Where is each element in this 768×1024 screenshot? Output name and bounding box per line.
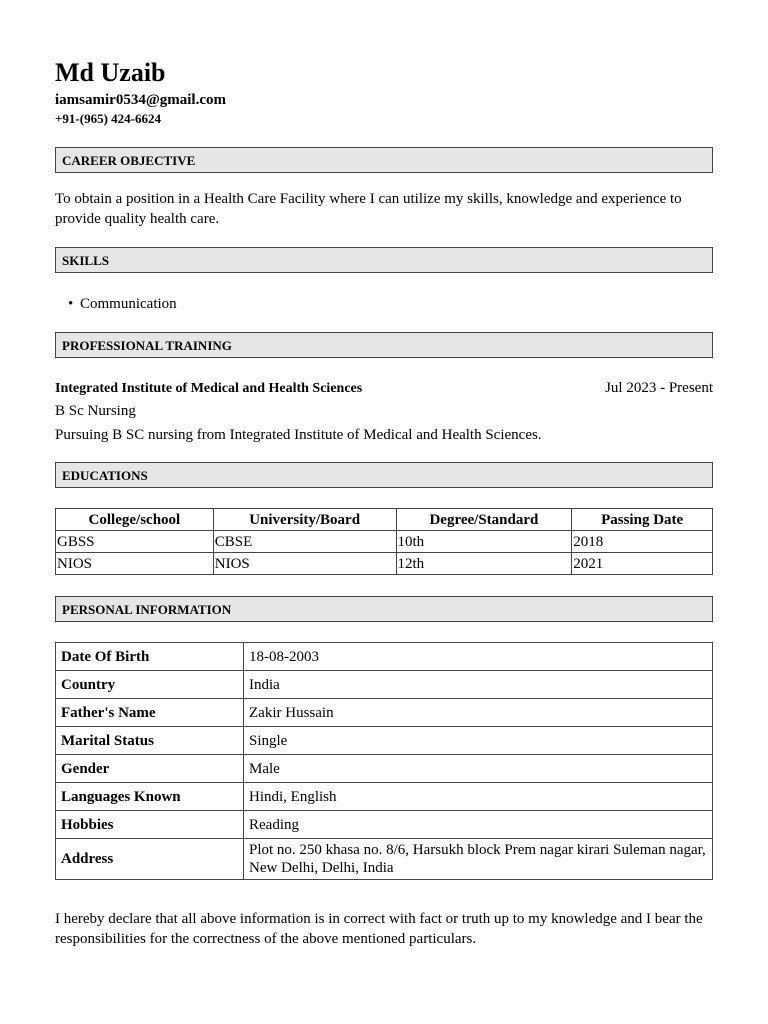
field-label: Date Of Birth <box>56 643 244 671</box>
field-label: Gender <box>56 755 244 783</box>
table-row <box>56 643 713 671</box>
section-title: PROFESSIONAL TRAINING <box>62 338 232 353</box>
table-cell: NIOS <box>56 553 214 575</box>
field-label: Hobbies <box>56 811 244 839</box>
table-row <box>56 699 713 727</box>
personal-info-table <box>55 642 713 880</box>
skill-item <box>68 294 177 314</box>
table-row <box>56 783 713 811</box>
section-header-skills <box>55 247 713 273</box>
phone-number: +91-(965) 424-6624 <box>55 111 161 126</box>
section-title: SKILLS <box>62 253 109 268</box>
training-period: Jul 2023 - Present <box>605 380 713 396</box>
email-address: iamsamir0534@gmail.com <box>55 92 227 108</box>
column-header: Passing Date <box>572 509 713 531</box>
table-row <box>56 671 713 699</box>
training-course: B Sc Nursing <box>55 403 136 419</box>
skill-label: Communication <box>80 296 177 312</box>
field-value: Zakir Hussain <box>244 699 713 727</box>
section-header-professional-training <box>55 332 713 358</box>
section-title: PERSONAL INFORMATION <box>62 602 232 617</box>
section-title: EDUCATIONS <box>62 468 148 483</box>
section-header-personal-information <box>55 596 713 622</box>
field-label: Languages Known <box>56 783 244 811</box>
field-value: Plot no. 250 khasa no. 8/6, Harsukh block Prem nagar kirari Suleman nagar, New Delhi, Delhi, India <box>244 839 713 880</box>
column-header: University/Board <box>213 509 396 531</box>
table-cell: GBSS <box>56 531 214 553</box>
table-cell: 2018 <box>572 531 713 553</box>
table-row <box>56 839 713 880</box>
table-cell: CBSE <box>213 531 396 553</box>
field-value: Reading <box>244 811 713 839</box>
table-cell: 12th <box>396 553 572 575</box>
field-value: Hindi, English <box>244 783 713 811</box>
field-value: Single <box>244 727 713 755</box>
section-header-career-objective <box>55 147 713 173</box>
section-title: CAREER OBJECTIVE <box>62 153 196 168</box>
career-objective-text: To obtain a position in a Health Care Facility where I can utilize my skills, knowledge and experience to provide quality health care. <box>55 191 682 227</box>
field-label: Marital Status <box>56 727 244 755</box>
field-value: Male <box>244 755 713 783</box>
field-label: Country <box>56 671 244 699</box>
training-header-row <box>55 378 713 399</box>
table-row <box>56 531 713 553</box>
section-header-educations <box>55 462 713 488</box>
table-row <box>56 811 713 839</box>
field-value: India <box>244 671 713 699</box>
table-row <box>56 727 713 755</box>
declaration-text: I hereby declare that all above information is in correct with fact or truth up to my knowledge and I bear the responsibilities for the correctness of the above mentioned particulars. <box>55 911 703 947</box>
field-value: 18-08-2003 <box>244 643 713 671</box>
education-table <box>55 508 713 575</box>
table-cell: 2021 <box>572 553 713 575</box>
field-label: Address <box>56 839 244 880</box>
training-description: Pursuing B SC nursing from Integrated Institute of Medical and Health Sciences. <box>55 427 542 443</box>
table-header-row <box>56 509 713 531</box>
field-label: Father's Name <box>56 699 244 727</box>
table-row <box>56 755 713 783</box>
training-institute: Integrated Institute of Medical and Health Sciences <box>55 381 363 396</box>
candidate-name: Md Uzaib <box>55 58 166 87</box>
table-cell: NIOS <box>213 553 396 575</box>
column-header: College/school <box>56 509 214 531</box>
column-header: Degree/Standard <box>396 509 572 531</box>
bullet-icon: • <box>68 296 74 312</box>
table-row <box>56 553 713 575</box>
table-cell: 10th <box>396 531 572 553</box>
